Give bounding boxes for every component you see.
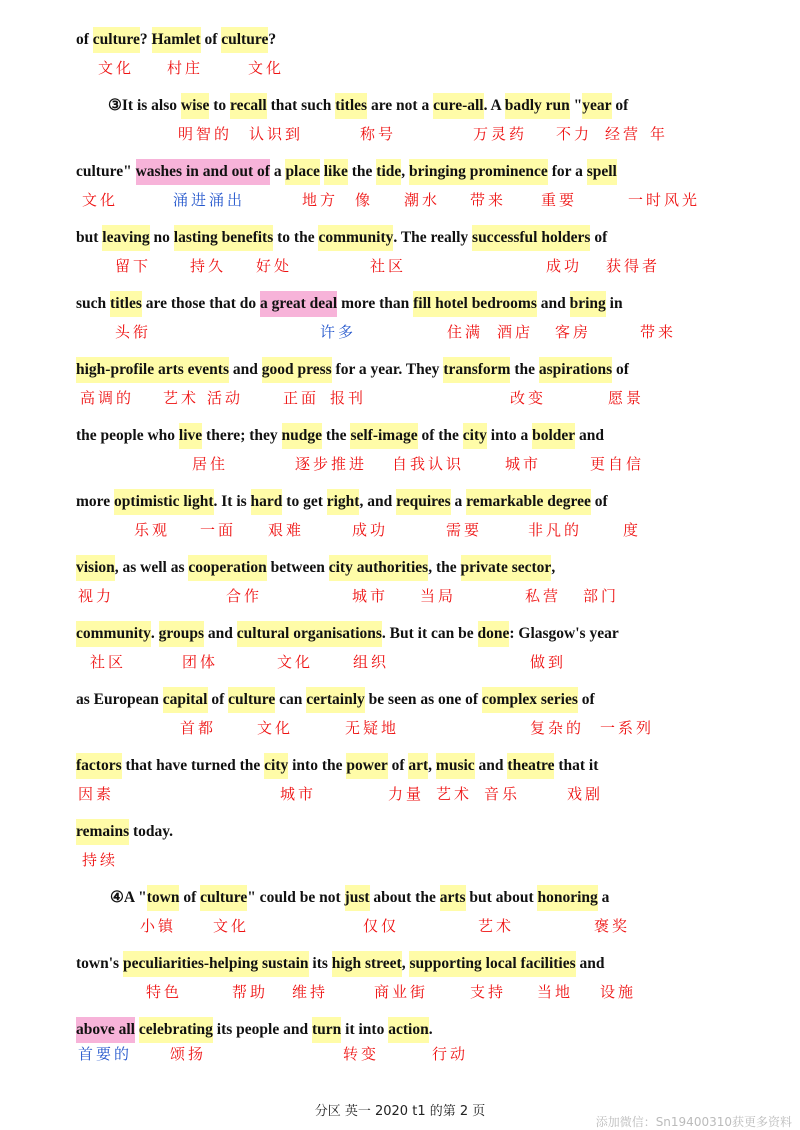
chinese-gloss-line [0,1043,800,1065]
text-segment: , [428,757,436,774]
text-segment: that have turned the [121,757,265,774]
highlighted-phrase: culture [93,27,140,53]
chinese-gloss: 许多 [320,323,357,341]
text-segment: " [569,97,583,114]
text-segment: , and [359,493,397,510]
chinese-gloss: 一面 [200,521,237,539]
chinese-gloss: 做到 [530,653,567,671]
chinese-gloss: 音乐 [484,785,521,803]
highlighted-phrase: certainly [306,687,365,713]
chinese-gloss: 特色 [146,983,183,1001]
text-segment: . The really [393,229,473,246]
chinese-gloss: 住满 [447,323,484,341]
chinese-gloss: 高调的 [80,389,135,407]
english-line [0,885,800,911]
text-segment: about the [369,889,440,906]
chinese-gloss: 文化 [98,59,135,77]
chinese-gloss-line [0,915,800,937]
chinese-gloss: 艺术 [436,785,473,803]
text-segment: and [575,955,605,972]
english-line [0,27,800,53]
text-segment: of [387,757,409,774]
highlighted-phrase: private sector [461,555,552,581]
highlighted-phrase: high street [332,951,402,977]
text-segment: into the [288,757,347,774]
chinese-gloss-line [0,255,800,277]
chinese-gloss: 仅仅 [363,917,400,935]
text-segment: to get [282,493,327,510]
highlighted-phrase: town [147,885,180,911]
chinese-gloss: 部门 [583,587,620,605]
chinese-gloss: 不力 [556,125,593,143]
chinese-gloss: 像 [355,191,374,209]
highlighted-phrase: community [76,621,151,647]
highlighted-phrase: cooperation [188,555,266,581]
text-segment: are not a [367,97,434,114]
text-segment: there; they [202,427,282,444]
chinese-gloss: 好处 [256,257,293,275]
text-segment: the [347,163,377,180]
text-segment: but [76,229,103,246]
chinese-gloss: 带来 [640,323,677,341]
english-line [0,357,800,383]
chinese-gloss: 城市 [505,455,542,473]
english-line [0,159,800,185]
chinese-gloss: 涌进涌出 [173,191,246,209]
highlighted-phrase: leaving [102,225,149,251]
text-segment: in [605,295,623,312]
chinese-gloss: 社区 [370,257,407,275]
text-segment: for a [547,163,587,180]
highlighted-phrase: lasting benefits [174,225,273,251]
chinese-gloss-line [0,453,800,475]
chinese-gloss: 当地 [537,983,574,1001]
chinese-gloss: 戏剧 [567,785,604,803]
chinese-gloss: 小镇 [140,917,177,935]
text-segment: it into [341,1021,389,1038]
chinese-gloss: 愿景 [608,389,645,407]
text-segment: . A [483,97,505,114]
highlighted-phrase: live [179,423,202,449]
text-segment: of [207,691,229,708]
chinese-gloss: 设施 [600,983,637,1001]
chinese-gloss: 村庄 [167,59,204,77]
english-line [0,819,800,845]
text-segment: no [149,229,174,246]
text-segment: ④A " [110,889,147,906]
chinese-gloss: 万灵药 [473,125,528,143]
chinese-gloss: 力量 [388,785,425,803]
highlighted-phrase: city [264,753,288,779]
chinese-gloss: 城市 [280,785,317,803]
highlighted-phrase: groups [159,621,204,647]
text-segment: of [590,229,608,246]
text-segment: ③It is also [108,97,181,114]
chinese-gloss: 成功 [546,257,583,275]
chinese-gloss: 颂扬 [170,1045,207,1063]
highlighted-phrase: bring [570,291,606,317]
english-line [0,951,800,977]
highlighted-phrase: done [478,621,510,647]
chinese-gloss: 获得者 [606,257,661,275]
english-line [0,93,800,119]
highlighted-phrase: requires [396,489,451,515]
highlighted-phrase: nudge [282,423,323,449]
highlighted-phrase: honoring [537,885,597,911]
highlighted-phrase: complex series [482,687,578,713]
chinese-gloss: 活动 [207,389,244,407]
highlighted-phrase: action [388,1017,428,1043]
text-segment: , [401,955,410,972]
text-segment: its [308,955,332,972]
text-segment: and [228,361,262,378]
highlighted-phrase: turn [312,1017,341,1043]
highlighted-phrase: arts [440,885,466,911]
chinese-gloss-line [0,981,800,1003]
highlighted-phrase: right [327,489,360,515]
chinese-gloss: 正面 [283,389,320,407]
text-segment: and [474,757,508,774]
highlighted-phrase: celebrating [139,1017,213,1043]
chinese-gloss: 社区 [90,653,127,671]
chinese-gloss: 经营 [605,125,642,143]
text-segment: of [200,31,222,48]
english-line [0,555,800,581]
text-segment: and [204,625,237,642]
chinese-gloss: 文化 [248,59,285,77]
english-line [0,1017,800,1043]
chinese-gloss: 明智的 [178,125,233,143]
chinese-gloss-line [0,519,800,541]
text-segment: can [275,691,307,708]
chinese-gloss: 更自信 [590,455,645,473]
text-segment: more [76,493,115,510]
chinese-gloss: 支持 [470,983,507,1001]
text-segment: of [76,31,93,48]
chinese-gloss: 非凡的 [528,521,583,539]
chinese-gloss-line [0,321,800,343]
highlighted-phrase: supporting local facilities [409,951,575,977]
highlighted-phrase: culture [200,885,247,911]
highlighted-phrase: remains [76,819,129,845]
highlighted-phrase: theatre [507,753,554,779]
text-segment: , [551,559,556,576]
chinese-gloss: 客房 [555,323,592,341]
highlighted-phrase: remarkable degree [466,489,591,515]
highlighted-phrase: bringing prominence [409,159,548,185]
chinese-gloss: 视力 [78,587,115,605]
highlighted-phrase: tide [376,159,401,185]
text-segment: its people and [212,1021,312,1038]
chinese-gloss: 私营 [525,587,562,605]
chinese-gloss: 城市 [352,587,389,605]
text-segment: and [575,427,605,444]
text-segment: of [179,889,201,906]
highlighted-phrase: just [345,885,370,911]
highlighted-phrase: place [285,159,319,185]
english-line [0,687,800,713]
english-line [0,291,800,317]
chinese-gloss: 带来 [470,191,507,209]
highlighted-phrase: vision [76,555,115,581]
text-segment: are those that do [141,295,261,312]
chinese-gloss: 需要 [446,521,483,539]
highlighted-phrase: peculiarities-helping sustain [123,951,309,977]
chinese-gloss: 成功 [352,521,389,539]
chinese-gloss: 地方 [302,191,339,209]
chinese-gloss-line [0,585,800,607]
chinese-gloss: 居住 [192,455,229,473]
chinese-gloss: 潮水 [404,191,441,209]
pink-highlighted-phrase: washes in and out of [136,159,270,185]
page-footer: 分区 英一 2020 t1 的第 2 页 [314,1104,486,1119]
text-segment: . [150,625,159,642]
chinese-gloss: 当局 [420,587,457,605]
chinese-gloss: 复杂的 [530,719,585,737]
chinese-gloss-line [0,387,800,409]
chinese-gloss: 自我认识 [392,455,465,473]
chinese-gloss: 艺术 [163,389,200,407]
highlighted-phrase: city authorities [329,555,428,581]
english-line [0,621,800,647]
text-segment: a [269,163,286,180]
highlighted-phrase: recall [230,93,267,119]
highlighted-phrase: factors [76,753,122,779]
chinese-gloss: 年 [650,125,669,143]
chinese-gloss-line [0,651,800,673]
chinese-gloss: 团体 [182,653,219,671]
text-segment: the people who [76,427,179,444]
text-segment: . But it can be [381,625,478,642]
highlighted-phrase: city [463,423,487,449]
highlighted-phrase: transform [443,357,510,383]
text-segment: . It is [213,493,251,510]
chinese-gloss: 报刊 [330,389,367,407]
text-segment: , as well as [114,559,189,576]
highlighted-phrase: self-image [350,423,417,449]
chinese-gloss: 转变 [343,1045,380,1063]
text-segment: of [590,493,608,510]
highlighted-phrase: fill hotel bedrooms [413,291,537,317]
text-segment: " could be not [247,889,345,906]
english-line [0,423,800,449]
text-segment: that it [554,757,599,774]
chinese-gloss: 行动 [432,1045,469,1063]
chinese-gloss: 艰难 [268,521,305,539]
chinese-gloss: 酒店 [497,323,534,341]
chinese-gloss-line [0,57,800,79]
highlighted-phrase: good press [262,357,332,383]
english-line [0,225,800,251]
highlighted-phrase: like [324,159,348,185]
text-segment: of the [417,427,463,444]
text-segment: : Glasgow's year [509,625,619,642]
chinese-gloss: 文化 [82,191,119,209]
text-segment: of [577,691,595,708]
text-segment: into a [486,427,533,444]
chinese-gloss-line [0,123,800,145]
highlighted-phrase: culture [228,687,275,713]
chinese-gloss: 组织 [353,653,390,671]
chinese-gloss: 文化 [257,719,294,737]
text-segment: such [76,295,111,312]
text-segment: more than [337,295,414,312]
highlighted-phrase: year [582,93,611,119]
chinese-gloss: 一时风光 [628,191,701,209]
chinese-gloss: 持续 [82,851,119,869]
highlighted-phrase: titles [335,93,367,119]
text-segment: of [612,361,629,378]
chinese-gloss-line [0,717,800,739]
highlighted-phrase: high-profile arts events [76,357,229,383]
chinese-gloss: 持久 [190,257,227,275]
text-segment: of [611,97,629,114]
highlighted-phrase: optimistic light [114,489,213,515]
highlighted-phrase: successful holders [472,225,590,251]
chinese-gloss: 首要的 [78,1045,133,1063]
chinese-gloss: 商业街 [374,983,429,1001]
chinese-gloss: 称号 [360,125,397,143]
text-segment: between [266,559,329,576]
chinese-gloss: 度 [623,521,642,539]
chinese-gloss: 文化 [213,917,250,935]
chinese-gloss: 维持 [292,983,329,1001]
pink-highlighted-phrase: above all [76,1017,135,1043]
text-segment: ? [139,31,152,48]
chinese-gloss: 因素 [78,785,115,803]
text-segment: today. [129,823,174,840]
text-segment: a [450,493,467,510]
highlighted-phrase: music [436,753,475,779]
text-segment: the [322,427,351,444]
text-segment: be seen as one of [364,691,482,708]
highlighted-phrase: community [318,225,393,251]
highlighted-phrase: power [346,753,387,779]
text-segment: . [428,1021,433,1038]
text-segment: for a year. They [331,361,444,378]
text-segment: , the [428,559,461,576]
text-segment: and [536,295,570,312]
highlighted-phrase: capital [163,687,208,713]
text-segment: to [209,97,230,114]
text-segment: the [510,361,539,378]
chinese-gloss: 乐观 [134,521,171,539]
highlighted-phrase: titles [110,291,142,317]
highlighted-phrase: aspirations [539,357,612,383]
highlighted-phrase: cure-all [433,93,484,119]
text-segment: but about [465,889,538,906]
chinese-gloss: 合作 [226,587,263,605]
highlighted-phrase: wise [181,93,209,119]
chinese-gloss: 留下 [115,257,152,275]
highlighted-phrase: bolder [532,423,575,449]
chinese-gloss: 逐步推进 [295,455,368,473]
text-segment: a [597,889,610,906]
highlighted-phrase: art [408,753,428,779]
text-segment: town's [76,955,123,972]
chinese-gloss: 首都 [180,719,217,737]
text-segment: to the [273,229,319,246]
english-line [0,489,800,515]
highlighted-phrase: badly run [505,93,570,119]
text-segment: culture" [76,163,136,180]
chinese-gloss: 改变 [510,389,547,407]
text-segment: ? [268,31,277,48]
chinese-gloss: 无疑地 [345,719,400,737]
english-line [0,753,800,779]
chinese-gloss: 重要 [541,191,578,209]
chinese-gloss-line [0,783,800,805]
chinese-gloss: 褒奖 [594,917,631,935]
text-segment: that such [266,97,336,114]
chinese-gloss: 帮助 [232,983,269,1001]
chinese-gloss-line [0,189,800,211]
highlighted-phrase: hard [251,489,283,515]
chinese-gloss: 一系列 [600,719,655,737]
highlighted-phrase: culture [221,27,268,53]
chinese-gloss: 认识到 [249,125,304,143]
chinese-gloss: 头衔 [115,323,152,341]
highlighted-phrase: spell [587,159,617,185]
chinese-gloss-line [0,849,800,871]
highlighted-phrase: Hamlet [152,27,201,53]
text-segment: as European [76,691,163,708]
text-segment: , [401,163,410,180]
highlighted-phrase: cultural organisations [237,621,382,647]
watermark-text: 添加微信：Sn19400310获更多资料 [595,1115,792,1129]
chinese-gloss: 文化 [277,653,314,671]
pink-highlighted-phrase: a great deal [260,291,337,317]
chinese-gloss: 艺术 [478,917,515,935]
